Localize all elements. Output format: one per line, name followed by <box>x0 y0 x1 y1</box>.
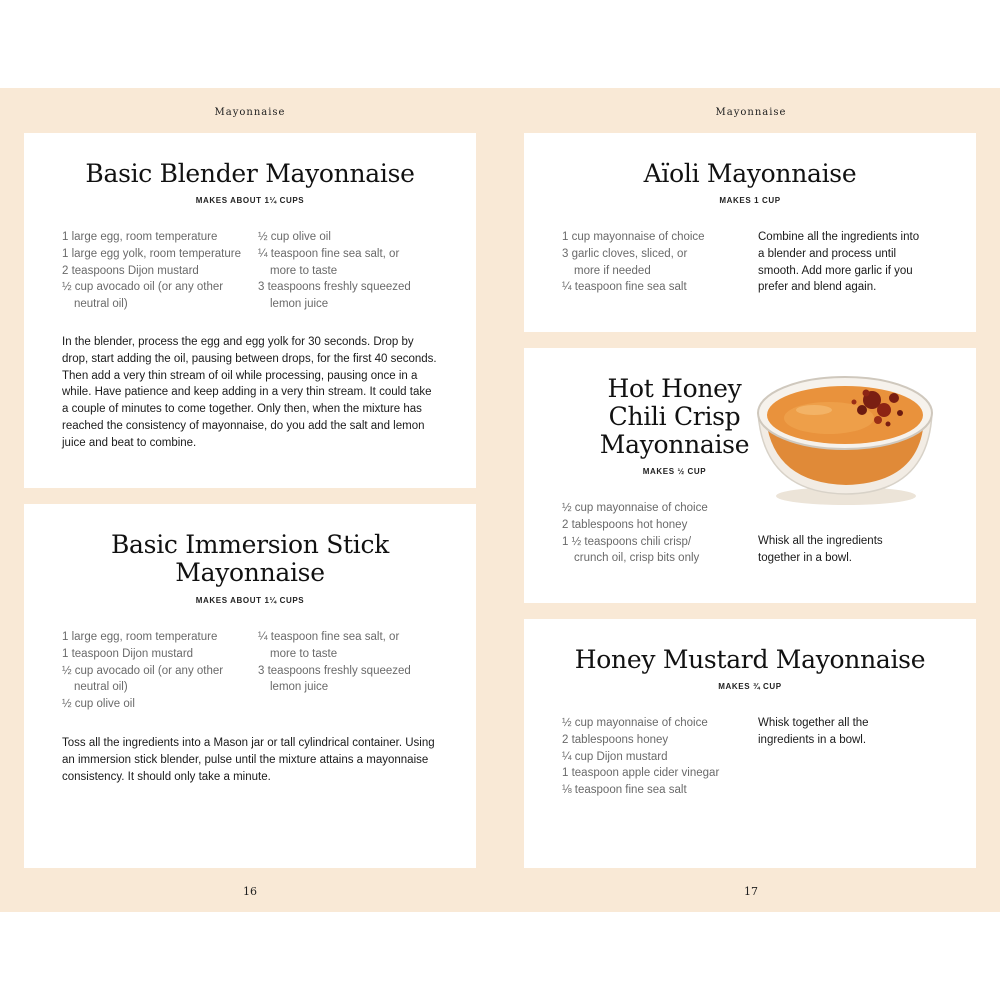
ingredient-item: 1 large egg, room temperature <box>62 231 218 243</box>
ingredient-item: ½ cup olive oil <box>258 231 331 243</box>
recipe-method: Whisk together all the ingredients in a bowl. <box>758 717 869 746</box>
right-page-header: Mayonnaise <box>715 107 787 118</box>
ingredients-list <box>562 229 742 296</box>
ingredient-item: ¼ teaspoon fine sea salt, or more to taste <box>258 631 400 660</box>
ingredient-item: 1 cup mayonnaise of choice <box>562 231 705 243</box>
ingredient-item: 1 teaspoon Dijon mustard <box>62 647 194 660</box>
ingredients-column-2 <box>258 229 438 313</box>
ingredient-item: ½ cup avocado oil (or any other neutral oil) <box>62 281 224 311</box>
chili-crisp-mayo-bowl-photo <box>754 358 934 508</box>
ingredients-list <box>562 500 747 567</box>
ingredient-item: 3 teaspoons freshly squeezed lemon juice <box>258 664 411 694</box>
recipe-card-honey-mustard <box>524 619 976 868</box>
recipe-yield: MAKES 1 CUP <box>719 196 781 205</box>
ingredient-item: ¼ teaspoon fine sea salt <box>562 281 687 294</box>
recipe-title-line-1: Hot Honey <box>607 374 742 403</box>
recipe-yield: MAKES ½ CUP <box>642 467 707 476</box>
recipe-method: Combine all the ingredients into a blender and process until smooth. Add more garlic if you prefer and blend again. <box>758 231 920 294</box>
ingredient-item: 1 large egg yolk, room temperature <box>62 247 241 260</box>
recipe-card-aioli <box>524 133 976 332</box>
ingredient-item: ¼ cup Dijon mustard <box>562 750 668 763</box>
ingredients-list <box>562 715 747 799</box>
recipe-method: Whisk all the ingredients together in a bowl. <box>758 535 883 564</box>
recipe-card-immersion-stick <box>24 504 476 868</box>
recipe-yield: MAKES ABOUT 1¼ CUPS <box>195 596 305 605</box>
recipe-title-line-2: Mayonnaise <box>175 558 325 587</box>
ingredient-item: ¼ teaspoon fine sea salt, or more to taste <box>258 247 400 277</box>
left-page-header: Mayonnaise <box>214 107 286 118</box>
ingredients-column-2 <box>258 629 438 696</box>
recipe-method: Toss all the ingredients into a Mason jar or tall cylindrical container. Using an immersion stick blender, pulse until the mixture attains a mayonnaise consistency. It should only take a minute. <box>62 737 435 783</box>
ingredient-item: 2 teaspoons Dijon mustard <box>62 264 199 277</box>
ingredients-column-1 <box>62 629 252 713</box>
ingredient-item: 3 garlic cloves, sliced, or more if needed <box>562 247 688 277</box>
recipe-title-line-3: Mayonnaise <box>599 430 750 459</box>
ingredients-column-1 <box>62 229 252 313</box>
ingredient-item: ⅛ teaspoon fine sea salt <box>562 784 687 797</box>
recipe-yield: MAKES ABOUT 1¼ CUPS <box>195 196 305 205</box>
recipe-card-hot-honey-chili-crisp <box>524 348 976 603</box>
ingredient-item: ½ cup avocado oil (or any other neutral oil) <box>62 664 224 694</box>
recipe-method: In the blender, process the egg and egg yolk for 30 seconds. Drop by drop, start adding the oil, pausing between drops, for the first 40 seconds. Then add a very thin stream of oil while processing, pausing once in a while. Have patience and keep adding in a very thin stream. It could take a couple of minutes to come together. Only then, when the mixture has reached the consistency of mayonnaise, do you add the salt and lemon juice and beat to combine. <box>62 336 437 449</box>
recipe-title-line-1: Basic Immersion Stick <box>110 530 390 559</box>
left-page-number: 16 <box>243 885 257 898</box>
ingredient-item: 1 large egg, room temperature <box>62 631 218 643</box>
ingredient-item: ½ cup mayonnaise of choice <box>562 717 708 729</box>
ingredient-item: 1 ½ teaspoons chili crisp/ crunch oil, crisp bits only <box>562 535 700 565</box>
recipe-title: Aïoli Mayonnaise <box>643 159 857 188</box>
recipe-title-line-2: Chili Crisp <box>608 402 741 431</box>
recipe-card-basic-blender <box>24 133 476 488</box>
ingredient-item: ½ cup olive oil <box>62 698 135 711</box>
ingredient-item: ½ cup mayonnaise of choice <box>562 502 708 514</box>
recipe-title: Basic Blender Mayonnaise <box>85 159 415 188</box>
right-page-number: 17 <box>744 885 758 898</box>
ingredient-item: 2 tablespoons honey <box>562 733 669 746</box>
recipe-yield: MAKES ¾ CUP <box>718 682 782 691</box>
ingredient-item: 3 teaspoons freshly squeezed lemon juice <box>258 281 411 311</box>
ingredient-item: 2 tablespoons hot honey <box>562 518 688 531</box>
recipe-title: Honey Mustard Mayonnaise <box>574 645 926 674</box>
ingredient-item: 1 teaspoon apple cider vinegar <box>562 767 720 780</box>
